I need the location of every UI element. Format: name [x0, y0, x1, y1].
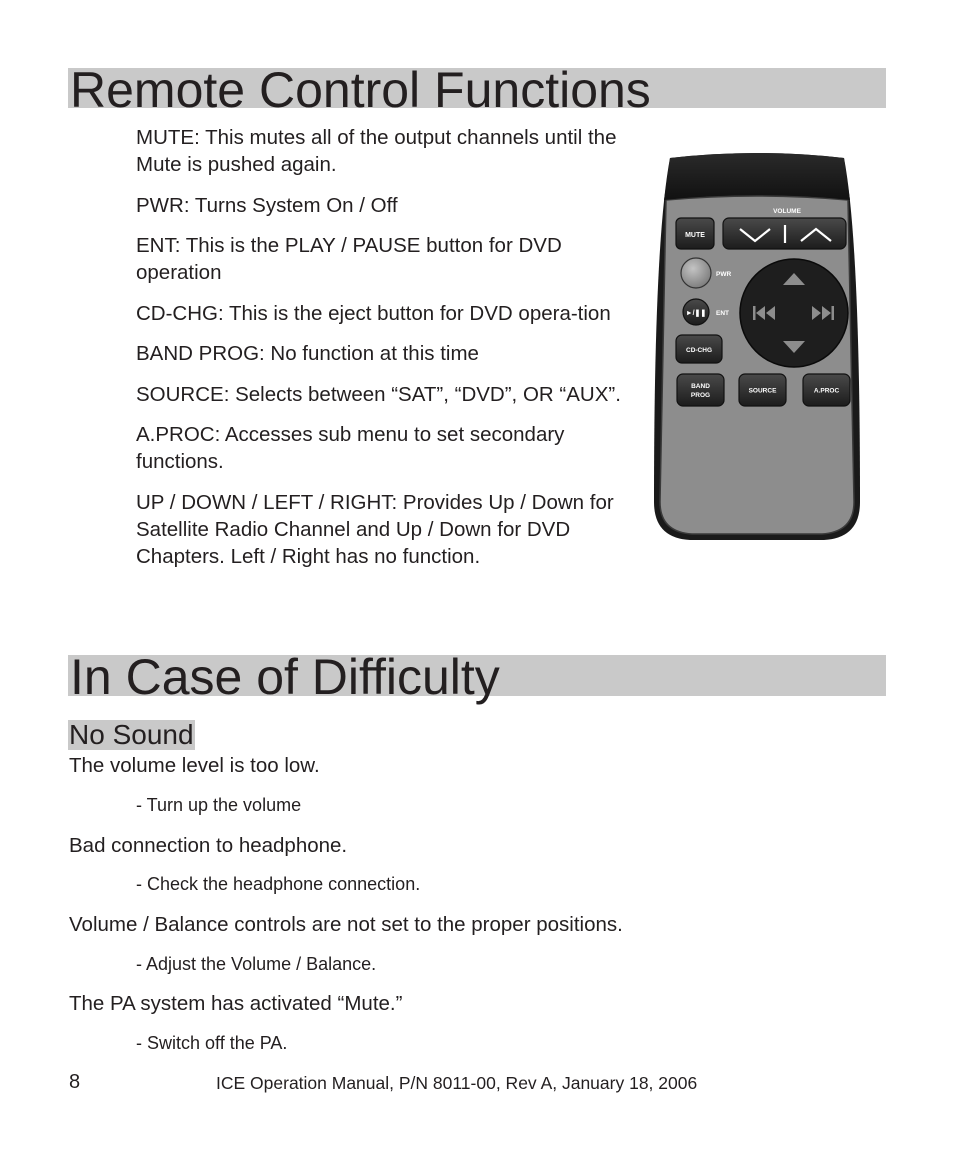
- cd-chg-label: CD-CHG: [686, 347, 712, 354]
- func-item-cd-chg: CD-CHG: This is the eject button for DVD opera-tion: [136, 301, 611, 325]
- fix-pa-mute: - Switch off the PA.: [136, 1033, 288, 1053]
- mute-label: MUTE: [685, 232, 705, 239]
- remote-top-band: [664, 153, 850, 200]
- band-prog-label-line1: BAND: [691, 383, 710, 390]
- problem-volume-low: The volume level is too low.: [69, 754, 320, 777]
- problem-pa-mute: The PA system has activated “Mute.”: [69, 992, 403, 1015]
- no-sound-heading: No Sound: [69, 719, 194, 750]
- source-label: SOURCE: [748, 387, 777, 395]
- fix-volume-low: - Turn up the volume: [136, 795, 302, 815]
- problem-balance-controls: Volume / Balance controls are not set to the proper positions.: [69, 913, 623, 936]
- func-item-pwr: PWR: Turns System On / Off: [136, 193, 398, 217]
- func-item-aproc: A.PROC: Accesses sub menu to set secondary functions.: [136, 423, 565, 473]
- pwr-label: PWR: [716, 271, 732, 278]
- band-prog-label-line2: PROG: [690, 392, 711, 399]
- band-prog-button: [677, 374, 724, 406]
- fix-balance-controls: - Adjust the Volume / Balance.: [136, 954, 377, 974]
- remote-function-list: [136, 124, 641, 583]
- ent-label: ENT: [716, 310, 729, 317]
- func-item-band-prog: BAND PROG: No function at this time: [136, 342, 479, 365]
- fix-bad-connection: - Check the headphone connection.: [136, 874, 421, 894]
- func-item-directions: UP / DOWN / LEFT / RIGHT: Provides Up / Down for Satellite Radio Channel and Up / Down for DVD Chapters. Left / Right has no function.: [136, 490, 614, 568]
- remote-control-illustration: [652, 152, 862, 544]
- problem-bad-connection: Bad connection to headphone.: [69, 834, 348, 857]
- footer-text: ICE Operation Manual, P/N 8011-00, Rev A, January 18, 2006: [216, 1073, 698, 1093]
- section-title-difficulty: In Case of Difficulty: [70, 649, 500, 705]
- func-item-source: SOURCE: Selects between “SAT”, “DVD”, OR “AUX”.: [136, 382, 621, 406]
- aproc-label: A.PROC: [813, 387, 840, 395]
- pwr-button: [681, 258, 711, 288]
- func-item-ent: ENT: This is the PLAY / PAUSE button for DVD operation: [136, 234, 562, 284]
- ent-button-icon: ►/❚❚: [685, 310, 707, 317]
- section-title-remote: Remote Control Functions: [70, 62, 651, 118]
- func-item-mute: MUTE: This mutes all of the output channels until the Mute is pushed again.: [136, 126, 617, 176]
- page-number: 8: [69, 1071, 81, 1093]
- volume-label: VOLUME: [773, 208, 801, 215]
